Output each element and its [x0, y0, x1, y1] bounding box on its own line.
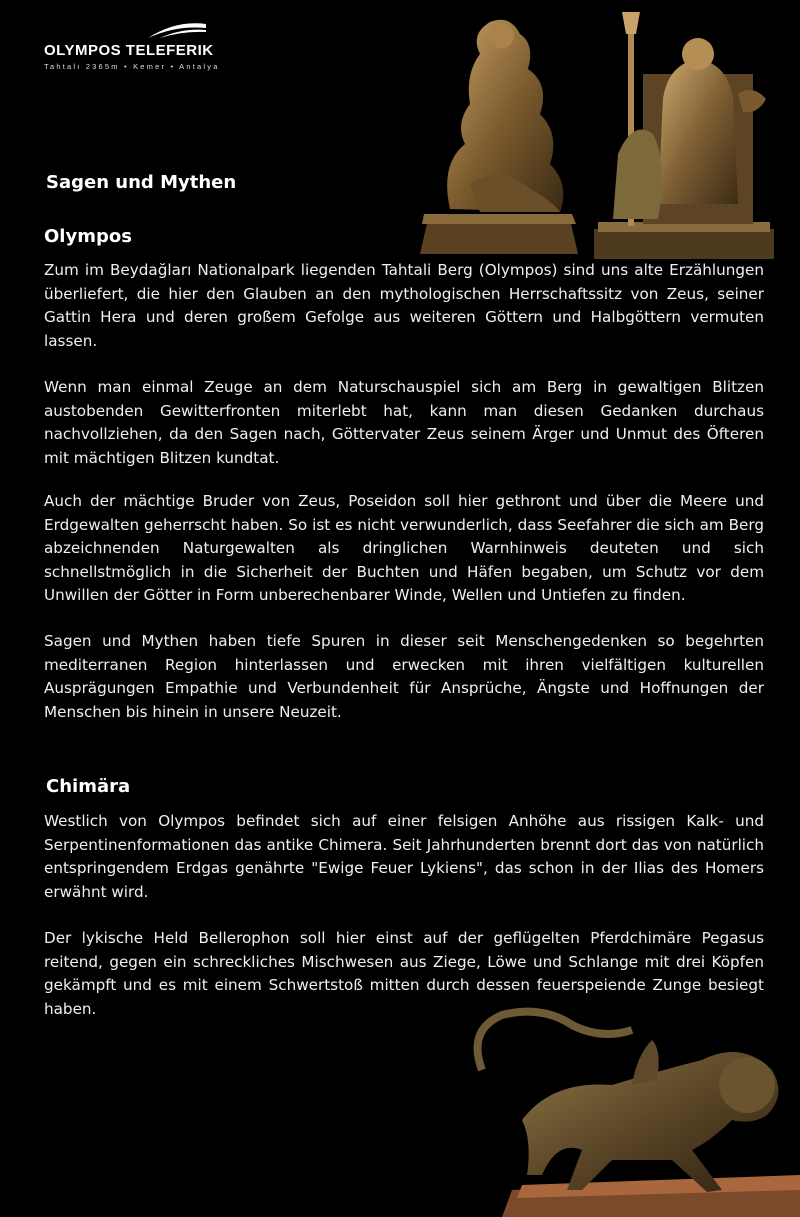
page-title: Sagen und Mythen	[46, 172, 237, 193]
logo-subtitle: Tahtalı 2365m • Kemer • Antalya	[44, 62, 220, 71]
section-heading-chimaera: Chimära	[46, 776, 131, 797]
olympos-paragraph-4: Sagen und Mythen haben tiefe Spuren in dieser seit Menschengedenken so begehrten mediterranen Region hinterlassen und erwecken mit ihren vielfältigen kulturellen Ausprägungen Empathie und Verbundenheit für Ansprüche, Ängste und Hoffnungen der Menschen bis hinein in unsere Neuzeit.	[44, 632, 764, 721]
bronze-statue-wrestlers	[410, 14, 585, 259]
olympos-paragraph-2: Wenn man einmal Zeuge an dem Naturschauspiel sich am Berg in gewaltigen Blitzen austobenden Gewitterfronten miterlebt hat, kann man diesen Gedanken durchaus nachvollziehen, da den Sagen nach, Göttervater Zeus seinem Ärger und Unmut des Öfteren mit mächtigen Blitzen kundtat.	[44, 378, 764, 467]
chimaera-paragraph-1: Westlich von Olympos befindet sich auf einer felsigen Anhöhe aus rissigen Kalk- und Serpentinenformationen das antike Chimera. Seit Jahrhunderten brennt dort das von natürlich entspringendem Erdgas genährte "Ewige Feuer Lykiens", das schon in der Ilias des Homers erwähnt wird.	[44, 812, 764, 901]
olympos-paragraph-3: Auch der mächtige Bruder von Zeus, Poseidon soll hier gethront und über die Meere und Erdgewalten geherrscht haben. So ist es nicht verwunderlich, dass Seefahrer die sich am Berg abzeichnenden Naturgewalten als dringlichen Warnhinweis deuteten und sich schnellstmöglich in die Sicherheit der Buchten und Häfen begaben, um Schutz vor dem Unwillen der Götter in Form unberechenbarer Winde, Wellen und Untiefen zu finden.	[44, 492, 764, 604]
logo	[44, 22, 220, 71]
logo-title: OLYMPOS TELEFERIK	[44, 42, 214, 59]
section-heading-olympos: Olympos	[44, 226, 132, 247]
chimaera-paragraph-2: Der lykische Held Bellerophon soll hier einst auf der geflügelten Pferdchimäre Pegasus reitend, gegen ein schreckliches Mischwesen aus Ziege, Löwe und Schlange mit drei Köpfen gekämpft und es mit einem Schwertstoß mitten durch dessen feuerspeiende Zunge besiegt haben.	[44, 929, 764, 1018]
olympos-paragraph-1: Zum im Beydağları Nationalpark liegenden Tahtali Berg (Olympos) sind uns alte Erzählungen überliefert, die hier den Glauben an den mythologischen Herrschaftssitz von Zeus, seiner Gattin Hera und deren großem Gefolge aus weiteren Göttern und Halbgöttern vermuten lassen.	[44, 261, 764, 350]
bronze-chimera-statue	[462, 1000, 800, 1217]
bronze-statue-zeus-throne	[588, 4, 778, 262]
cable-swoosh-icon	[146, 20, 208, 40]
